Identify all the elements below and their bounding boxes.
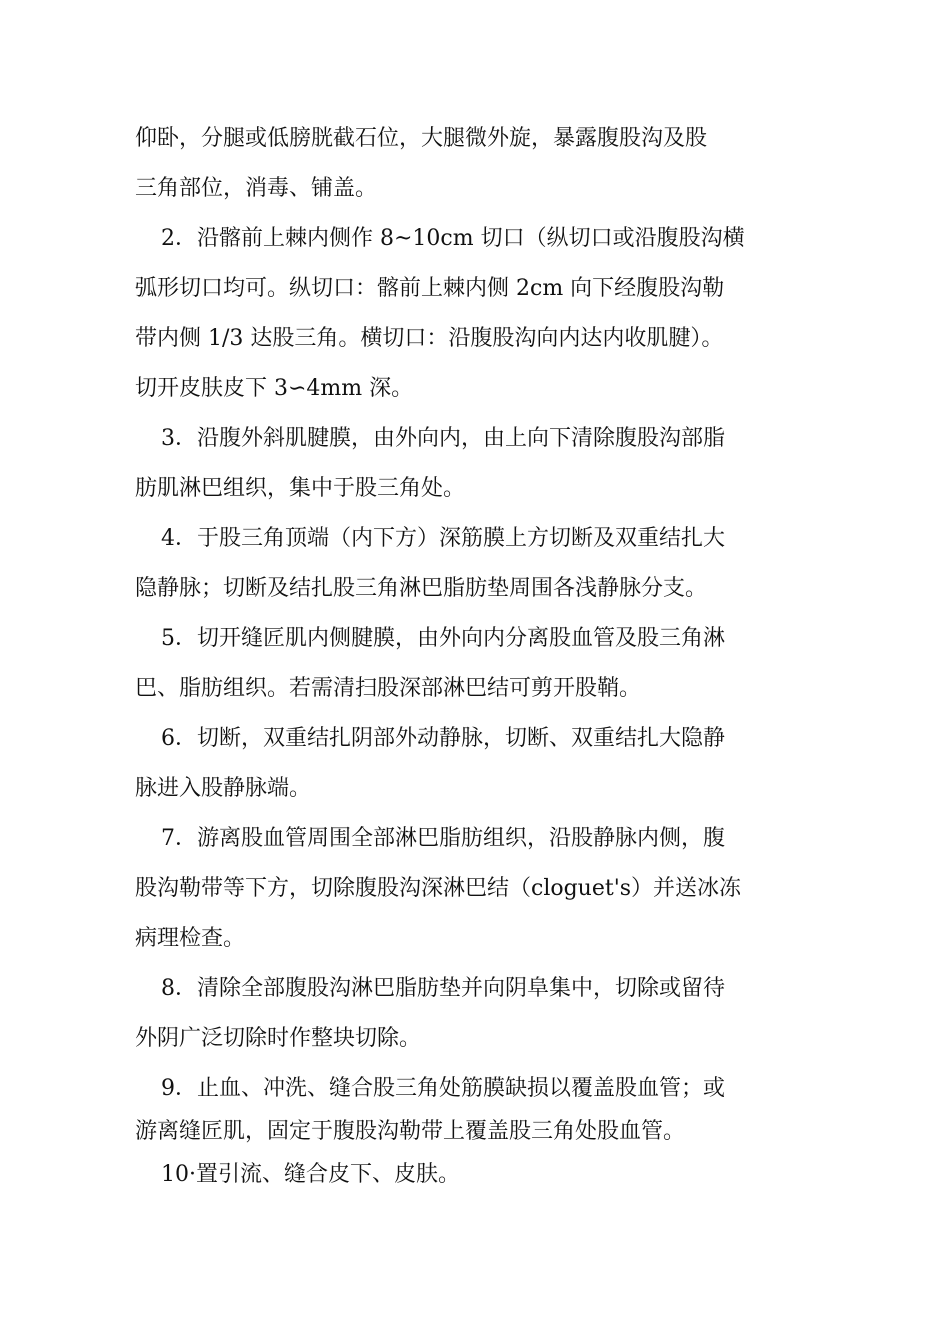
text-line: 巴、脂肪组织。若需清扫股深部淋巴结可剪开股鞘。 xyxy=(135,676,642,701)
paragraph-3 xyxy=(135,414,835,514)
paragraph-10 xyxy=(135,1150,835,1200)
text-line: 4．于股三角顶端（内下方）深筋膜上方切断及双重结扎大 xyxy=(161,526,725,551)
paragraph-2 xyxy=(135,214,835,414)
paragraph-6 xyxy=(135,714,835,814)
paragraph-5 xyxy=(135,614,835,714)
text-line: 病理检查。 xyxy=(135,926,246,951)
text-line: 切开皮肤皮下 3∽4mm 深。 xyxy=(135,376,414,401)
text-line: 10·置引流、缝合皮下、皮肤。 xyxy=(161,1162,460,1187)
paragraph-7 xyxy=(135,814,835,964)
text-line: 脉进入股静脉端。 xyxy=(135,776,312,801)
text-line: 5．切开缝匠肌内侧腱膜，由外向内分离股血管及股三角淋 xyxy=(161,626,725,651)
text-line: 股沟勒带等下方，切除腹股沟深淋巴结（cloguet's）并送冰冻 xyxy=(135,876,742,901)
text-line: 2．沿髂前上棘内侧作 8~10cm 切口（纵切口或沿腹股沟横 xyxy=(161,226,745,251)
text-line: 三角部位，消毒、铺盖。 xyxy=(135,176,378,201)
paragraph-8 xyxy=(135,964,835,1064)
text-line: 弧形切口均可。纵切口：髂前上棘内侧 2cm 向下经腹股沟勒 xyxy=(135,276,725,301)
paragraph-4 xyxy=(135,514,835,614)
text-line: 隐静脉；切断及结扎股三角淋巴脂肪垫周围各浅静脉分支。 xyxy=(135,576,708,601)
text-line: 肪肌淋巴组织，集中于股三角处。 xyxy=(135,476,466,501)
text-line: 带内侧 1/3 达股三角。横切口：沿腹股沟向内达内收肌腱）。 xyxy=(135,326,724,351)
text-line: 3．沿腹外斜肌腱膜，由外向内，由上向下清除腹股沟部脂 xyxy=(161,426,725,451)
text-line: 9．止血、冲洗、缝合股三角处筋膜缺损以覆盖股血管；或 xyxy=(161,1076,725,1101)
text-line: 7．游离股血管周围全部淋巴脂肪组织，沿股静脉内侧，腹 xyxy=(161,826,725,851)
paragraph-1 xyxy=(135,114,835,214)
paragraph-9 xyxy=(135,1064,835,1150)
document-body xyxy=(135,114,835,1200)
text-line: 6．切断，双重结扎阴部外动静脉，切断、双重结扎大隐静 xyxy=(161,726,725,751)
text-line: 8．清除全部腹股沟淋巴脂肪垫并向阴阜集中，切除或留待 xyxy=(161,976,725,1001)
text-line: 仰卧，分腿或低膀胱截石位，大腿微外旋，暴露腹股沟及股 xyxy=(135,126,708,151)
text-line: 游离缝匠肌，固定于腹股沟勒带上覆盖股三角处股血管。 xyxy=(135,1119,686,1144)
text-line: 外阴广泛切除时作整块切除。 xyxy=(135,1026,422,1051)
